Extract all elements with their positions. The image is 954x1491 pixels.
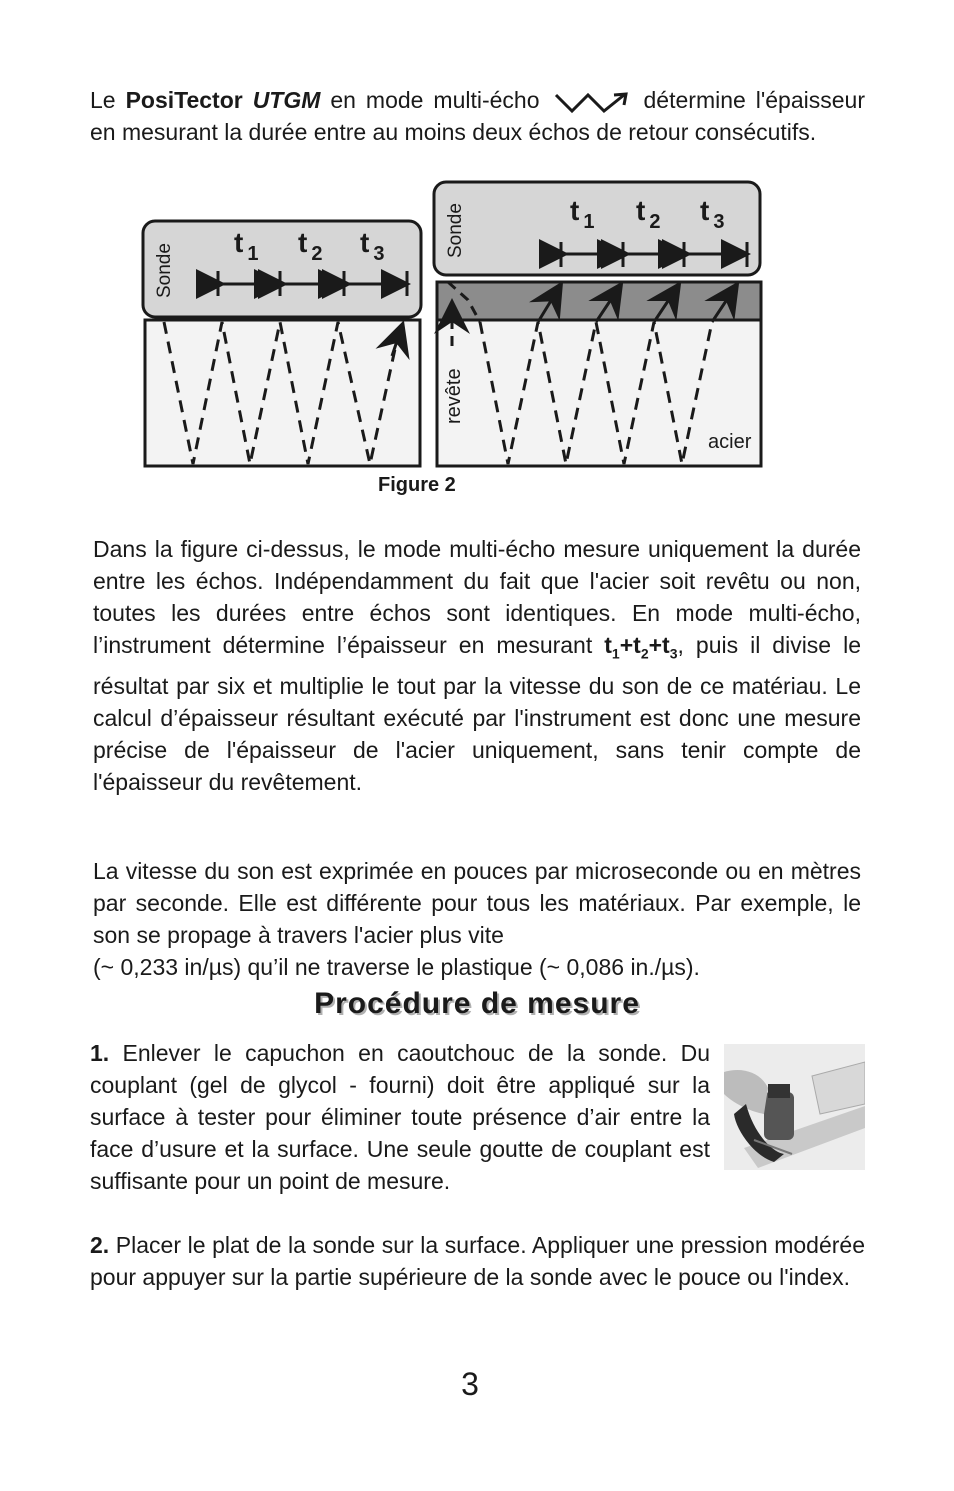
- coating-label: revête: [443, 368, 465, 424]
- t2-label-left: t $_2$: [298, 227, 323, 265]
- formula: $t_1+t_2+t_3$: [604, 632, 678, 662]
- t2-label-right: t $_2$: [636, 195, 661, 233]
- t3-label-left: t $_3$: [360, 227, 385, 265]
- sound-velocity-paragraph: La vitesse du son est exprimée en pouces par microseconde ou en mètres par seconde. Elle est différente pour tous les matériaux. Par exemple, le son se propage à travers l'acier plus vite (~ 0,233 in/µs) qu’il ne traverse le plastique (~ 0,086 in./µs).: [93, 858, 861, 980]
- left-uncoated-panel: [143, 221, 421, 466]
- intro-suffix: détermine l'épaisseur en mesurant la durée entre au moins deux échos de retour consécutifs.: [90, 87, 865, 145]
- intro-middle: en mode multi-écho: [320, 87, 540, 113]
- explanation-paragraph: Dans la figure ci-dessus, le mode multi-écho mesure uniquement la durée entre les échos. Indépendamment du fait que l'acier soit revêtu ou non, toutes les durées entre échos sont identiques. En mode multi-écho, l’instrument détermine l’épaisseur en mesurant $t_1+t_2+t_3$, puis il divise le résultat par six et multiplie le tout par la vitesse du son de ce matériau. Le calcul d’épaisseur résultant exécuté par l'instrument est donc une mesure précise de l'épaisseur de l'acier uniquement, sans tenir compte de l'épaisseur du revêtement.: [93, 536, 861, 795]
- probe-on-surface-photo: [724, 1044, 865, 1170]
- coating-layer: [437, 282, 761, 320]
- left-probe-box: [143, 221, 421, 317]
- page-number: 3: [461, 1366, 479, 1402]
- figure-caption: Figure 2: [378, 474, 456, 496]
- step-2: 2. Placer le plat de la sonde sur la surface. Appliquer une pression modérée pour appuyer sur la partie supérieure de la sonde avec le pouce ou l'index.: [90, 1232, 865, 1290]
- model-name: UTGM: [252, 87, 321, 113]
- t3-label-right: t $_3$: [700, 195, 725, 233]
- t1-label-left: t $_1$: [234, 227, 259, 265]
- left-probe-label: Sonde: [154, 243, 175, 298]
- intro-paragraph: [90, 84, 865, 148]
- left-steel-block: [145, 320, 420, 466]
- brand-name: PosiTector: [125, 87, 243, 113]
- intro-prefix: Le: [90, 87, 126, 113]
- right-probe-box: [434, 182, 760, 275]
- steel-label: acier: [708, 431, 752, 453]
- right-coated-panel: [434, 182, 761, 466]
- section-title: Procédure de mesure: [314, 987, 640, 1020]
- step-1: 1. Enlever le capuchon en caoutchouc de la sonde. Du couplant (gel de glycol - fourni) doit être appliqué sur la surface à tester pour éliminer toute présence d’air entre la face d’usure et la surface. Une seule goutte de couplant est suffisante pour un point de mesure.: [90, 1037, 865, 1197]
- figure-2-diagram: [130, 176, 780, 486]
- multi-echo-zigzag-icon: [552, 89, 632, 115]
- t1-label-right: t $_1$: [570, 195, 595, 233]
- right-probe-label: Sonde: [445, 203, 466, 258]
